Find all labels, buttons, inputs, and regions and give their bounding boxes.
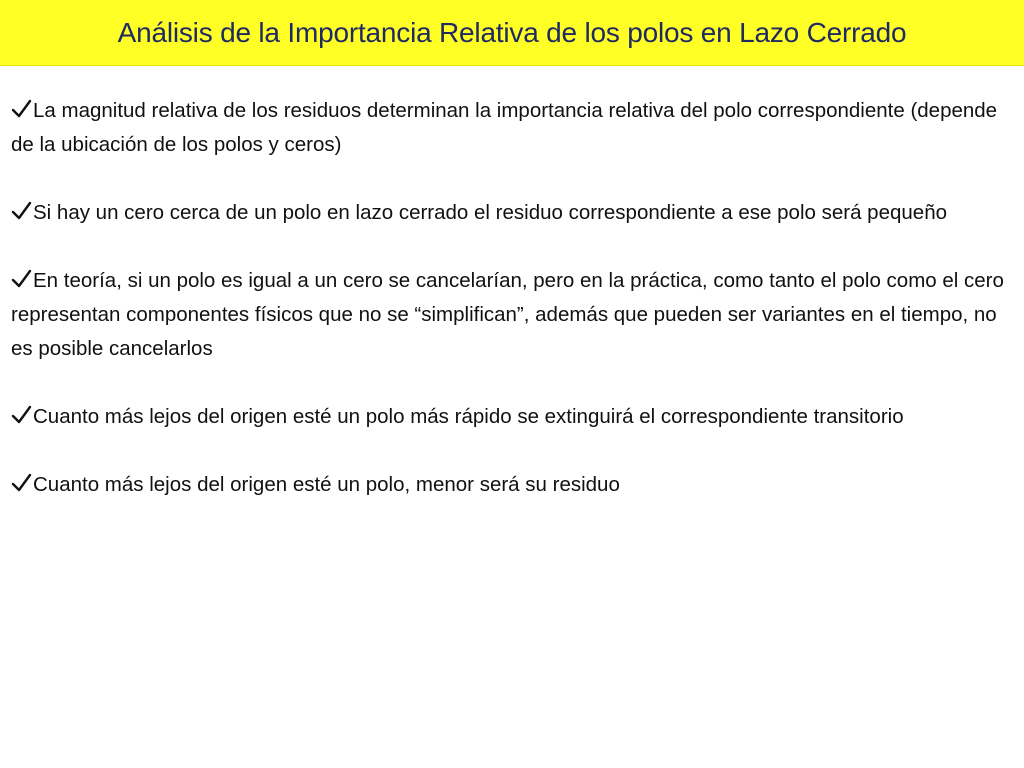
bullet-text: Si hay un cero cerca de un polo en lazo cerrado el residuo correspondiente a ese polo será pequeño (33, 201, 947, 224)
checkmark-icon (11, 473, 32, 493)
bullet-list (11, 94, 1017, 536)
bullet-text: Cuanto más lejos del origen esté un polo, menor será su residuo (33, 473, 620, 496)
bullet-text: Cuanto más lejos del origen esté un polo más rápido se extinguirá el correspondiente transitorio (33, 405, 904, 428)
bullet-item (11, 264, 1017, 366)
bullet-item (11, 468, 1017, 502)
checkmark-icon (11, 269, 32, 289)
bullet-item (11, 400, 1017, 434)
checkmark-icon (11, 405, 32, 425)
bullet-text: La magnitud relativa de los residuos determinan la importancia relativa del polo correspondiente (depende de la ubicación de los polos y ceros) (11, 99, 998, 156)
checkmark-icon (11, 201, 32, 221)
title-bar (0, 0, 1024, 66)
bullet-item (11, 196, 1017, 230)
bullet-item (11, 94, 1017, 162)
slide-title: Análisis de la Importancia Relativa de los polos en Lazo Cerrado (117, 16, 907, 48)
bullet-text: En teoría, si un polo es igual a un cero se cancelarían, pero en la práctica, como tanto el polo como el cero representan componentes físicos que no se “simplifican”, además que pueden ser variantes en el tiempo, no es posible cancelarlos (11, 269, 1004, 360)
checkmark-icon (11, 99, 32, 119)
